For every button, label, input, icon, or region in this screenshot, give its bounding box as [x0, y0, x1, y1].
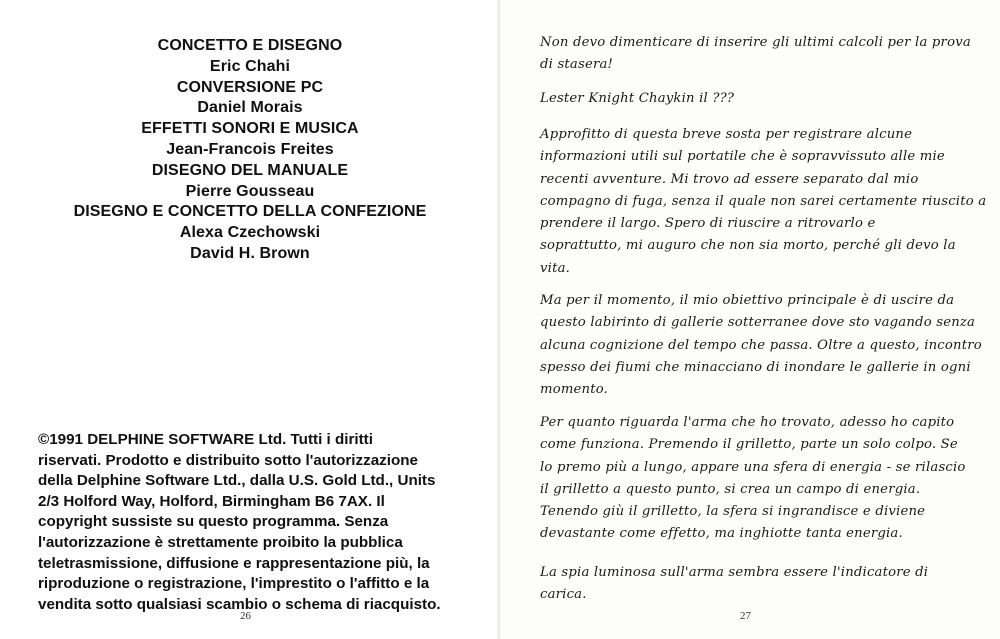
journal-paragraph — [540, 88, 734, 110]
copyright-line: l'autorizzazione è strettamente proibito la pubblica — [38, 533, 403, 551]
credit-role: CONCETTO E DISEGNO — [157, 37, 343, 54]
journal-line: momento. — [540, 382, 609, 398]
journal-line: Per quanto riguarda l'arma che ho trovato, adesso ho capito — [540, 415, 955, 430]
copyright-line: copyright sussiste su questo programma. Senza — [38, 513, 389, 531]
page-number-right: 27 — [740, 610, 751, 622]
journal-line: prendere il largo. Spero di riuscire a ritrovarlo e — [540, 216, 876, 232]
credit-role: DISEGNO DEL MANUALE — [151, 161, 349, 179]
copyright-notice — [38, 430, 468, 615]
credit-name: Daniel Morais — [197, 99, 303, 117]
journal-line: recenti avventure. Mi trovo ad essere separato dal mio — [540, 171, 919, 187]
copyright-line: della Delphine Software Ltd., dalla U.S. Gold Ltd., Units — [38, 472, 436, 490]
credits-block — [0, 36, 500, 265]
journal-line: lo premo più a lungo, appare una sfera di energia - se rilascio — [540, 459, 966, 475]
journal-paragraph — [540, 562, 928, 607]
copyright-line: vendita sotto qualsiasi scambio o schema di riacquisto. — [38, 595, 441, 613]
copyright-line: teletrasmissione, diffusione e rappresentazione più, la — [38, 554, 430, 572]
right-page — [500, 0, 1000, 639]
journal-line: soprattutto, mi auguro che non sia morto, perché gli devo la — [540, 238, 956, 254]
journal-line: carica. — [540, 587, 587, 603]
credit-name: Alexa Czechowski — [179, 224, 321, 242]
journal-line: compagno di fuga, senza il quale non sarei certamente riuscito a — [540, 193, 987, 209]
journal-line: il grilletto a questo punto, si crea un campo di energia. — [540, 481, 921, 497]
journal-line: Lester Knight Chaykin il ??? — [540, 91, 735, 106]
copyright-line: riservati. Prodotto e distribuito sotto l'autorizzazione — [38, 451, 418, 469]
journal-line: Non devo dimenticare di inserire gli ultimi calcoli per la prova — [540, 35, 971, 50]
journal-line: Tenendo giù il grilletto, la sfera si ingrandisce e diviene — [540, 504, 926, 520]
credit-role: CONVERSIONE PC — [176, 78, 324, 96]
journal-line: Ma per il momento, il mio obiettivo principale è di uscire da — [540, 293, 955, 308]
copyright-line: riproduzione o registrazione, l'imprestito o l'affitto e la — [38, 575, 430, 593]
journal-line: devastante come effetto, ma inghiotte tanta energia. — [540, 526, 903, 542]
journal-line: come funziona. Premendo il grilletto, parte un solo colpo. Se — [540, 437, 958, 453]
journal-paragraph — [540, 32, 971, 77]
credit-role: DISEGNO E CONCETTO DELLA CONFEZIONE — [73, 203, 427, 221]
journal-paragraph — [540, 290, 982, 401]
journal-paragraph — [540, 412, 966, 546]
journal-line: questo labirinto di gallerie sotterranee dove sto vagando senza — [540, 315, 976, 331]
journal-line: La spia luminosa sull'arma sembra essere l'indicatore di — [540, 565, 929, 580]
credit-role: EFFETTI SONORI E MUSICA — [141, 120, 359, 138]
journal-line: Approfitto di questa breve sosta per registrare alcune — [540, 127, 913, 142]
copyright-line: 2/3 Holford Way, Holford, Birmingham B6 7AX. Il — [38, 492, 385, 510]
journal-line: spesso dei fiumi che minacciano di inondare le gallerie in ogni — [540, 359, 971, 375]
credit-name: Eric Chahi — [209, 57, 291, 75]
journal-paragraph — [540, 124, 986, 280]
journal-line: alcuna cognizione del tempo che passa. Oltre a questo, incontro — [540, 337, 982, 353]
credit-name: Jean-Francois Freites — [166, 140, 334, 158]
copyright-line: ©1991 DELPHINE SOFTWARE Ltd. Tutti i diritti — [38, 431, 373, 448]
journal-line: di stasera! — [540, 57, 614, 73]
page-number-left: 26 — [240, 610, 251, 622]
credit-name: Pierre Gousseau — [185, 182, 315, 200]
journal-line: informazioni utili sul portatile che è sopravvissuto alle mie — [540, 149, 945, 165]
credit-name: David H. Brown — [190, 244, 310, 262]
journal-line: vita. — [540, 260, 571, 276]
